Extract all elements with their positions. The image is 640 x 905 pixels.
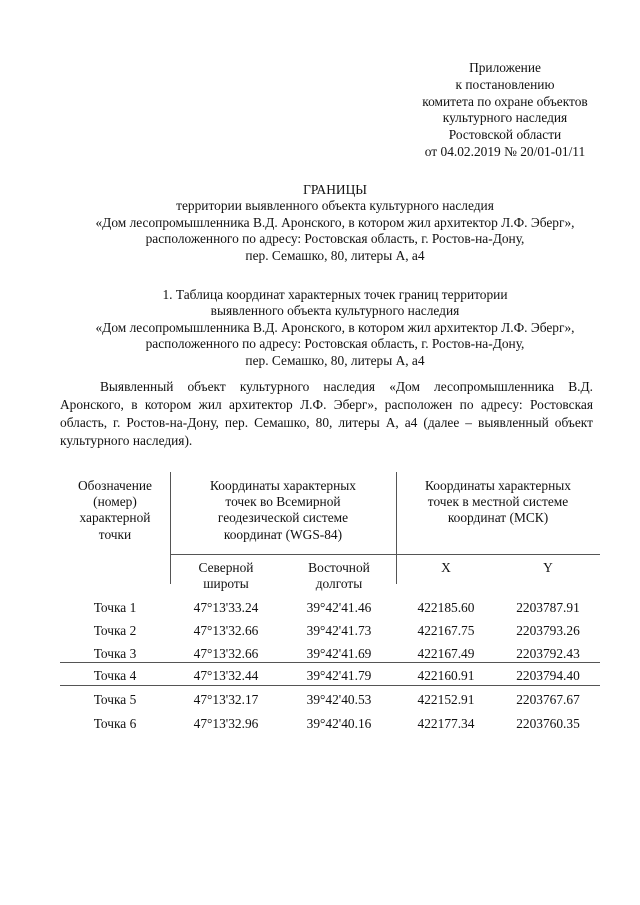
description-paragraph — [60, 378, 593, 450]
cell-y: 2203792.43 — [516, 646, 580, 661]
header-line: Координаты характерных — [425, 478, 571, 493]
header-line: координат (WGS-84) — [223, 526, 343, 542]
title-line: территории выявленного объекта культурного наследия — [176, 198, 494, 214]
row-divider — [60, 662, 600, 663]
title-line: «Дом лесопромышленника В.Д. Аронского, в котором жил архитектор Л.Ф. Эберг», — [95, 214, 575, 230]
table-heading-line: «Дом лесопромышленника В.Д. Аронского, в котором жил архитектор Л.Ф. Эберг», — [95, 319, 575, 335]
cell-east: 39°42'41.69 — [306, 646, 372, 661]
cell-east: 39°42'41.73 — [306, 623, 372, 638]
header-line: Обозначение — [78, 478, 152, 493]
header-line: точек во Всемирной — [225, 494, 341, 510]
header-line: Координаты характерных — [210, 478, 356, 493]
header-line: широты — [203, 576, 249, 592]
subheader-north-latitude — [170, 560, 282, 592]
header-line: долготы — [315, 576, 363, 592]
cell-point: Точка 6 — [93, 716, 137, 731]
approval-line: культурного наследия — [442, 110, 568, 126]
cell-east: 39°42'40.16 — [306, 716, 372, 731]
approval-date-number: от 04.02.2019 № 20/01-01/11 — [424, 143, 586, 159]
cell-north: 47°13'32.66 — [193, 623, 259, 638]
approval-line: комитета по охране объектов — [422, 93, 588, 109]
header-line: Восточной — [308, 560, 370, 575]
approval-line: к постановлению — [455, 76, 555, 92]
cell-y: 2203767.67 — [516, 692, 580, 707]
cell-y: 2203760.35 — [516, 716, 580, 731]
header-point-designation — [60, 478, 170, 543]
cell-east: 39°42'41.46 — [306, 600, 372, 615]
subheader-x: X — [441, 560, 451, 575]
coordinates-table — [60, 472, 600, 742]
title-line: пер. Семашко, 80, литеры А, а4 — [245, 247, 425, 263]
header-msk — [396, 478, 600, 527]
cell-point: Точка 4 — [93, 668, 137, 683]
approval-line: Ростовской области — [448, 127, 562, 143]
title-line: расположенного по адресу: Ростовская область, г. Ростов-на-Дону, — [145, 231, 525, 247]
subheader-east-longitude — [282, 560, 396, 592]
cell-x: 422185.60 — [417, 600, 475, 615]
cell-y: 2203794.40 — [516, 668, 580, 683]
title-heading: ГРАНИЦЫ — [303, 182, 367, 197]
cell-point: Точка 3 — [93, 646, 137, 661]
table-heading-line: расположенного по адресу: Ростовская область, г. Ростов-на-Дону, — [145, 336, 525, 352]
header-line: геодезической системе — [217, 510, 349, 526]
header-line: точек в местной системе — [427, 494, 569, 510]
cell-x: 422177.34 — [417, 716, 475, 731]
cell-point: Точка 2 — [93, 623, 137, 638]
header-line: координат (МСК) — [447, 510, 549, 526]
table-heading-line: 1. Таблица координат характерных точек границ территории — [162, 287, 508, 302]
approval-line: Приложение — [469, 60, 541, 75]
cell-point: Точка 5 — [93, 692, 137, 707]
table-heading — [40, 287, 630, 369]
cell-east: 39°42'41.79 — [306, 668, 372, 683]
cell-x: 422167.49 — [417, 646, 475, 661]
header-line: характерной — [79, 510, 151, 526]
subheader-y: Y — [543, 560, 553, 575]
paragraph-text: Выявленный объект культурного наследия «Дом лесопромышленника В.Д. Аронского, в котором жил архитектор Л.Ф. Эберг», расположен по адресу: Ростовская область, г. Ростов-на-Дону, пер. Семашко, 80, литеры А, а4 (далее – выявленный объект культурного наследия). — [60, 379, 593, 448]
cell-north: 47°13'32.17 — [193, 692, 259, 707]
table-heading-line: выявленного объекта культурного наследия — [210, 303, 460, 319]
cell-x: 422167.75 — [417, 623, 475, 638]
cell-east: 39°42'40.53 — [306, 692, 372, 707]
cell-y: 2203793.26 — [516, 623, 580, 638]
document-title — [40, 182, 630, 264]
header-line: Северной — [198, 560, 254, 575]
header-line: (номер) — [93, 494, 137, 510]
cell-north: 47°13'32.66 — [193, 646, 259, 661]
cell-north: 47°13'32.96 — [193, 716, 259, 731]
cell-y: 2203787.91 — [516, 600, 580, 615]
cell-north: 47°13'32.44 — [193, 668, 259, 683]
cell-x: 422152.91 — [417, 692, 475, 707]
header-line: точки — [98, 526, 132, 542]
header-wgs84 — [170, 478, 396, 543]
cell-north: 47°13'33.24 — [193, 600, 259, 615]
table-heading-line: пер. Семашко, 80, литеры А, а4 — [245, 352, 425, 368]
subheader-line — [170, 554, 600, 555]
row-divider — [60, 685, 600, 686]
cell-point: Точка 1 — [93, 600, 137, 615]
approval-block — [390, 60, 620, 161]
cell-x: 422160.91 — [417, 668, 475, 683]
